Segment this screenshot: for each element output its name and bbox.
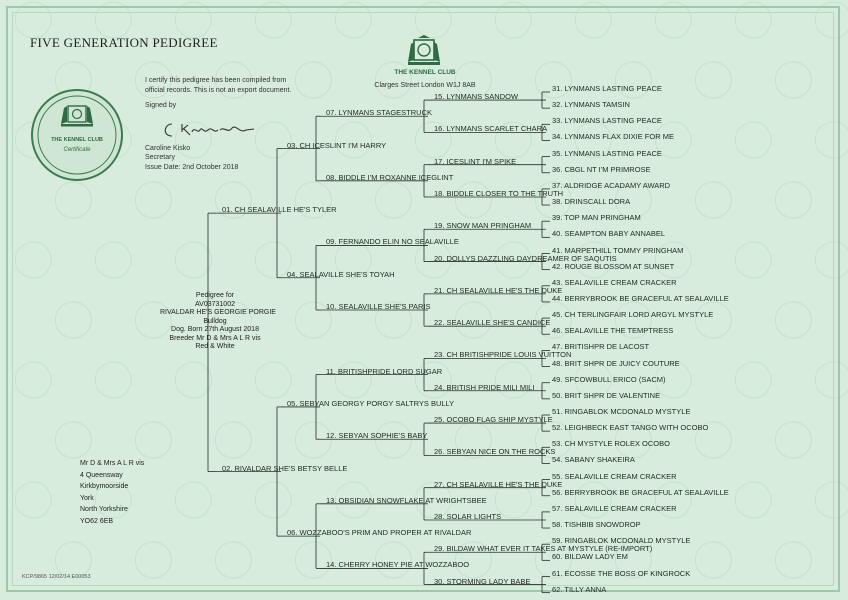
ancestor-g4-16: 30. STORMING LADY BABE [434,576,531,586]
ancestor-g5-30: 60. BILDAW LADY EM [552,552,628,562]
ancestor-g3-4: 10. SEALAVILLE SHE'S PARIS [326,302,431,312]
ancestor-g1-1: 01. CH SEALAVILLE HE'S TYLER [222,205,337,215]
ancestor-g5-14: 44. BERRYBROOK BE GRACEFUL AT SEALAVILLE [552,293,729,303]
ancestor-g2-3: 05. SEBYAN GEORGY PORGY SALTRYS BULLY [287,398,455,408]
ancestor-g5-8: 38. DRINSCALL DORA [552,197,631,207]
ancestor-g3-8: 14. CHERRY HONEY PIE AT WOZZABOO [326,560,470,570]
subject-dob: Dog. Born 27th August 2018 [171,326,259,333]
ancestor-g1-2: 02. RIVALDAR SHE'S BETSY BELLE [222,463,348,473]
ancestor-g5-17: 47. BRITISHPR DE LACOST [552,342,650,352]
subject-breed: Bulldog [203,317,227,325]
ancestor-g5-21: 51. RINGABLOK MCDONALD MYSTYLE [552,407,691,416]
ancestor-g5-23: 53. CH MYSTYLE ROLEX OCOBO [552,439,670,449]
owner-line: 4 Queensway [80,471,123,479]
ancestor-g5-26: 56. BERRYBROOK BE GRACEFUL AT SEALAVILLE [552,487,729,497]
form-reference: KCP/9865 12/02/14 E00053 [22,574,91,580]
ancestor-g5-32: 62. TILLY ANNA [552,584,607,594]
ancestor-g5-27: 57. SEALAVILLE CREAM CRACKER [552,503,677,513]
ancestor-g5-7: 37. ALDRIDGE ACADAMY AWARD [552,180,671,190]
owner-line: YO62 6EB [80,517,114,525]
subject-heading: Pedigree for [195,292,235,299]
owner-line: Kirkbymoorside [80,483,129,490]
ancestor-g5-24: 54. SABANY SHAKEIRA [552,455,635,465]
ancestor-g4-10: 24. BRITISH PRIDE MILI MILI [434,382,535,392]
ancestor-g4-8: 22. SEALAVILLE SHE'S CANDICE [434,318,551,328]
ancestor-g5-18: 48. BRIT SHPR DE JUICY COUTURE [552,358,680,368]
ancestor-g5-4: 34. LYNMANS FLAX DIXIE FOR ME [552,132,674,142]
ancestor-g2-1: 03. CH ICESLINT I'M HARRY [287,140,387,150]
signed-by-label: Signed by [145,102,177,109]
ancestor-g5-5: 35. LYNMANS LASTING PEACE [552,148,662,158]
ancestor-g4-7: 21. CH SEALAVILLE HE'S THE DUKE [434,285,563,295]
ancestor-g5-20: 50. BRIT SHPR DE VALENTINE [552,390,661,400]
ancestor-g5-3: 33. LYNMANS LASTING PEACE [552,116,662,126]
ancestor-g5-6: 36. CBGL NT I'M PRIMROSE [552,164,651,174]
ancestor-g4-6: 20. DOLLYS DAZZLING DAYDREAMER OF SAQUTIS [434,253,617,263]
signatory-role: Secretary [145,154,175,161]
ancestor-g5-31: 61. ECOSSE THE BOSS OF KINGROCK [552,568,691,578]
ancestor-g5-29: 59. RINGABLOK MCDONALD MYSTYLE [552,536,691,546]
subject-dog-info [160,292,276,352]
subject-name: RIVALDAR HE'S GEORGIE PORGIE [160,309,276,316]
ancestor-g5-15: 45. CH TERLINGFAIR LORD ARGYL MYSTYLE [552,310,714,320]
ancestor-g5-16: 46. SEALAVILLE THE TEMPTRESS [552,326,674,336]
ancestor-g5-13: 43. SEALAVILLE CREAM CRACKER [552,277,677,287]
ancestor-g2-2: 04. SEALAVILLE SHE'S TOYAH [287,269,395,279]
ancestor-g4-13: 27. CH SEALAVILLE HE'S THE DUKE [434,479,563,489]
ancestor-g3-5: 11. BRITISHPRIDE LORD SUGAR [326,366,443,376]
ancestor-g4-2: 16. LYNMANS SCARLET CHARA [434,124,548,134]
ancestor-g3-6: 12. SEBYAN SOPHIE'S BABY [326,431,428,441]
ancestor-g5-22: 52. LEIGHBECK EAST TANGO WITH OCOBO [552,423,709,433]
ancestor-g5-9: 39. TOP MAN PRINGHAM [552,213,641,223]
page-title: FIVE GENERATION PEDIGREE [30,35,218,50]
ancestor-g3-3: 09. FERNANDO ELIN NO SEALAVILLE [326,237,459,247]
ancestor-g4-5: 19. SNOW MAN PRINGHAM [434,221,532,231]
ancestor-g5-19: 49. SFCOWBULL ERICO (SACM) [552,374,666,384]
ancestor-g5-1: 31. LYNMANS LASTING PEACE [552,84,662,93]
ancestor-g3-2: 08. BIDDLE I'M ROXANNE ICEGLINT [326,172,454,182]
issue-date: Issue Date: 2nd October 2018 [145,164,239,171]
ancestor-g4-3: 17. ICESLINT I'M SPIKE [434,156,517,166]
ancestor-g3-7: 13. OBSIDIAN SNOWFLAKE AT WRIGHTSBEE [326,495,487,505]
seal-name: THE KENNEL CLUB [51,137,103,143]
ancestor-g4-14: 28. SOLAR LIGHTS [434,511,502,521]
ancestor-g4-1: 15. LYNMANS SANDOW [434,92,519,102]
ancestor-g5-11: 41. MARPETHILL TOMMY PRINGHAM [552,245,684,255]
ancestor-g4-4: 18. BIDDLE CLOSER TO THE TRUTH [434,188,564,198]
ancestor-g3-1: 07. LYNMANS STAGESTRUCK [326,108,432,118]
owner-address [80,458,144,527]
owner-line: North Yorkshire [80,506,128,513]
ancestor-g4-15: 29. BILDAW WHAT EVER IT TAKES AT MYSTYLE (RE-IMPORT) [434,544,653,554]
certify-statement-1: I certify this pedigree has been compiled from [145,77,287,84]
subject-breeder: Breeder Mr D & Mrs A L R vis [169,334,261,342]
kennel-club-address: Clarges Street London W1J 8AB [374,82,476,89]
ancestor-g5-28: 58. TISHBIB SNOWDROP [552,520,641,530]
ancestor-g5-10: 40. SEAMPTON BABY ANNABEL [552,229,666,239]
ancestor-g4-9: 23. CH BRITISHPRIDE LOUIS VUITTON [434,350,572,360]
ancestor-g5-12: 42. ROUGE BLOSSOM AT SUNSET [552,261,675,271]
certify-statement-2: official records. This is not an export document. [145,87,292,94]
ancestor-g5-25: 55. SEALAVILLE CREAM CRACKER [552,471,677,481]
subject-colour: Red & White [195,343,235,350]
ancestor-g5-2: 32. LYNMANS TAMSIN [552,100,630,110]
subject-reg-no: AV03731002 [195,300,235,308]
seal-subtitle: Certificate [63,147,91,153]
ancestor-g2-4: 06. WOZZABOO'S PRIM AND PROPER AT RIVALDAR [287,528,472,538]
kennel-club-name: THE KENNEL CLUB [394,69,456,76]
owner-line: Mr D & Mrs A L R vis [80,460,145,467]
owner-line: York [80,494,94,502]
ancestor-g4-11: 25. OCOBO FLAG SHIP MYSTYLE [434,415,553,425]
signatory-name: Caroline Kisko [145,145,191,152]
ancestor-g4-12: 26. SEBYAN NICE ON THE ROCKS [434,447,556,457]
